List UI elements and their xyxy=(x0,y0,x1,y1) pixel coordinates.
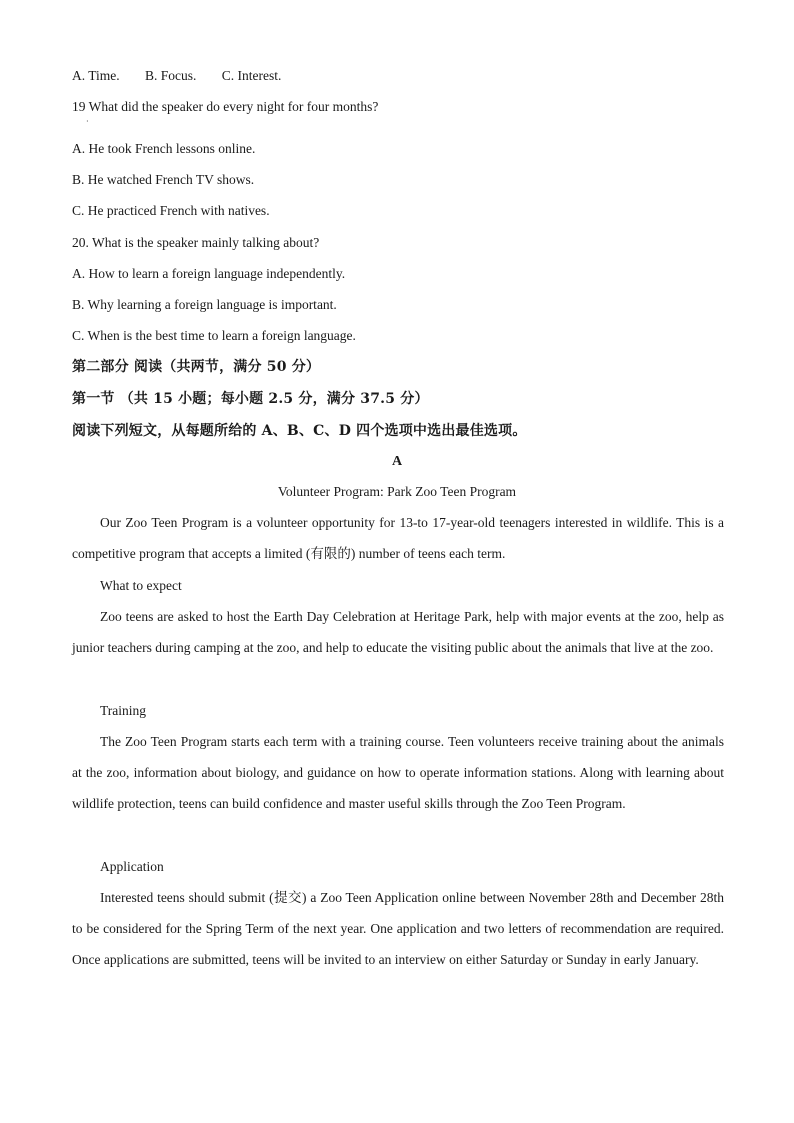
part-two-heading: 第二部分 阅读（共两节，满分 50 分） xyxy=(72,359,321,375)
stray-dot: · xyxy=(86,117,89,126)
passage-letter: A xyxy=(391,454,403,469)
training-heading: Training xyxy=(100,703,147,718)
q19-option-b: B. He watched French TV shows. xyxy=(72,172,255,187)
passage-title: Volunteer Program: Park Zoo Teen Program xyxy=(277,484,517,499)
training-paragraph: The Zoo Teen Program starts each term with a training course. Teen volunteers receive training about the animals at the zoo, information about biology, and guidance on how to operate information stations. Along with learning about wildlife protection, teens can build confidence and master useful skills through the Zoo Teen Program. xyxy=(72,734,724,811)
passage-intro: Our Zoo Teen Program is a volunteer opportunity for 13-to 17-year-old teenagers interested in wildlife. This is a competitive program that accepts a limited (有限的) number of teens each term. xyxy=(72,515,724,561)
application-paragraph: Interested teens should submit (提交) a Zoo Teen Application online between November 28th and December 28th to be considered for the Spring Term of the next year. One application and two letters of recommendation are required. Once applications are submitted, teens will be invited to an interview on either Saturday or Sunday in early January. xyxy=(72,890,724,967)
reading-instruction: 阅读下列短文，从每题所给的 A、B、C、D 四个选项中选出最佳选项。 xyxy=(72,423,527,439)
q18-options xyxy=(72,68,281,84)
q20-option-c: C. When is the best time to learn a foreign language. xyxy=(72,328,356,343)
section-one-heading: 第一节 （共 15 小题；每小题 2.5 分，满分 37.5 分） xyxy=(72,391,429,407)
expect-heading: What to expect xyxy=(100,578,182,593)
q20-option-b: B. Why learning a foreign language is important. xyxy=(72,297,337,312)
expect-paragraph: Zoo teens are asked to host the Earth Day Celebration at Heritage Park, help with major events at the zoo, help as junior teachers during camping at the zoo, and help to educate the visiting public about the animals that live at the zoo. xyxy=(72,609,724,655)
application-heading: Application xyxy=(100,859,164,874)
q19-option-c: C. He practiced French with natives. xyxy=(72,203,270,218)
q19-option-a: A. He took French lessons online. xyxy=(72,141,256,156)
q18-option-a: A. Time. xyxy=(72,68,120,83)
q18-option-c: C. Interest. xyxy=(221,68,282,83)
q20-question: 20. What is the speaker mainly talking about? xyxy=(72,235,320,250)
q18-option-b: B. Focus. xyxy=(145,68,197,83)
q19-question: 19 What did the speaker do every night for four months? xyxy=(72,99,379,114)
q20-option-a: A. How to learn a foreign language independently. xyxy=(72,266,346,281)
